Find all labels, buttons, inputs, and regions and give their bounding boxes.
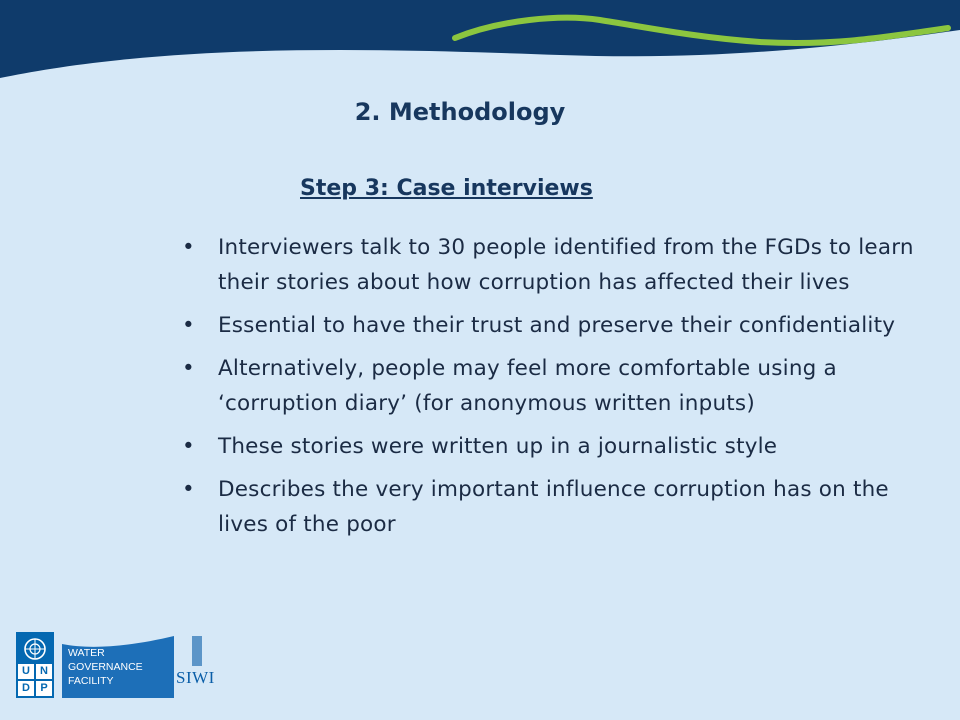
wgf-text (68, 646, 143, 688)
bullet-text: Essential to have their trust and preserve their confidentiality (218, 313, 896, 338)
step-title: Step 3: Case interviews (300, 176, 593, 201)
undp-letters (18, 664, 52, 696)
bullet-item (178, 472, 928, 542)
bullet-text: Interviewers talk to 30 people identified from the FGDs to learn their stories about how corruption has affected their lives (218, 235, 914, 295)
bullet-dot-icon: • (182, 434, 195, 459)
undp-logo (16, 632, 54, 698)
navy-wave-shape (0, 0, 960, 78)
bullet-item (178, 230, 928, 300)
wgf-line: FACILITY (68, 675, 114, 687)
bullet-text: Describes the very important influence corruption has on the lives of the poor (218, 477, 889, 537)
footer-logos (16, 632, 216, 702)
siwi-text: SIWI (176, 668, 215, 687)
un-globe-icon (21, 636, 49, 662)
bullet-text: These stories were written up in a journalistic style (218, 434, 778, 459)
wgf-line: WATER (68, 647, 105, 659)
bullet-dot-icon: • (182, 477, 195, 502)
bullet-dot-icon: • (182, 313, 195, 338)
section-title: 2. Methodology (354, 98, 566, 126)
bullet-item (178, 351, 928, 421)
bullet-text: Alternatively, people may feel more comfortable using a ‘corruption diary’ (for anonymous written inputs) (218, 356, 837, 416)
water-governance-facility-logo (62, 636, 174, 698)
wgf-line: GOVERNANCE (68, 661, 143, 673)
bullet-dot-icon: • (182, 356, 195, 381)
undp-letter: D (18, 681, 34, 696)
siwi-logo (176, 636, 218, 696)
header-wave-band (0, 0, 960, 110)
bullet-dot-icon: • (182, 235, 195, 260)
bullet-item (178, 308, 928, 343)
undp-letter: P (36, 681, 52, 696)
bullet-list (178, 230, 928, 550)
undp-letter: N (36, 664, 52, 679)
bullet-item (178, 429, 928, 464)
undp-letter: U (18, 664, 34, 679)
